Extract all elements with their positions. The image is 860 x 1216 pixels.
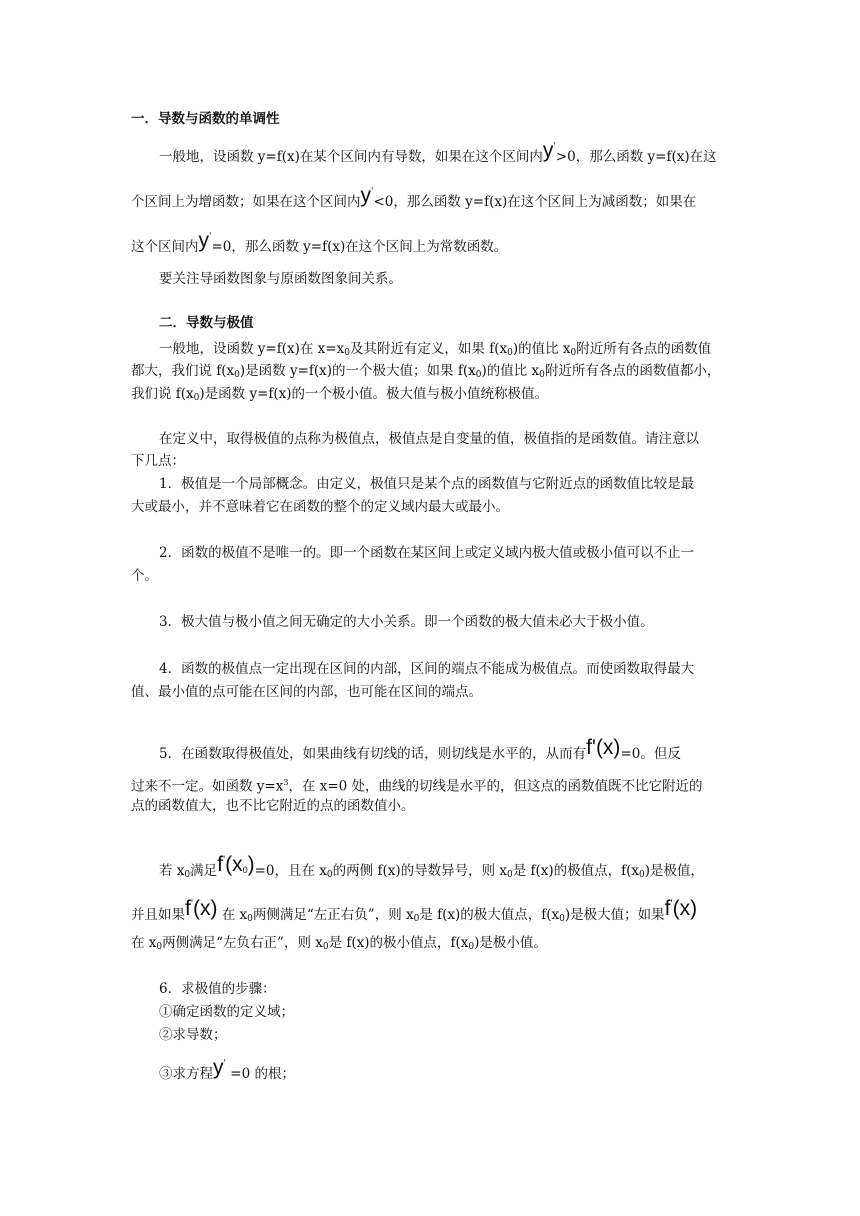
section1-paragraph-line3: 这个区间内y'=0，那么函数 y=f(x)在这个区间上为常数函数。 (131, 229, 508, 255)
point4-line2: 值、最小值的点可能在区间的内部，也可能在区间的端点。 (131, 684, 482, 700)
point3: 3．极大值与极小值之间无确定的大小关系。即一个函数的极大值未必大于极小值。 (159, 614, 654, 630)
condition-line1: 若 $x_0$满足$f'(x_0)=0$，且在 $x_0$的两侧 f(x)的导数异号，则 $x_0$是 f(x)的极值点，$f(x_0)$是极值， (159, 853, 705, 880)
point4-line1: 4．函数的极值点一定出现在区间的内部，区间的端点不能成为极值点。而使函数取得最大 (159, 661, 695, 677)
step-1: ①确定函数的定义域； (159, 1004, 294, 1020)
section1-paragraph-line1: 一般地，设函数 y=f(x)在某个区间内有导数，如果在这个区间内y'>0，那么函数 y=f(x)在这 (159, 139, 717, 165)
definition-line3: 我们说 $f(x_0)$是函数 y=f(x)的一个极小值。极大值与极小值统称极值。 (131, 386, 549, 403)
point1-line1: 1．极值是一个局部概念。由定义，极值只是某个点的函数值与它附近点的函数值比较是最 (159, 476, 695, 492)
note-line1: 在定义中，取得极值的点称为极值点，极值点是自变量的值，极值指的是函数值。请注意以 (159, 431, 699, 447)
y-symbol: y (542, 139, 554, 162)
definition-line2: 都大，我们说 $f(x_0)$是函数 y=f(x)的一个极大值；如果 $f(x_0)$的值比 $x_0$附近所有各点的函数值都小， (131, 363, 721, 380)
point2-line2: 个。 (131, 568, 158, 584)
f-prime-x-formula: f'(x) (586, 736, 621, 759)
y-symbol: y (198, 229, 209, 252)
section1-heading: 一．导数与函数的单调性 (131, 111, 280, 127)
note-line2: 下几点： (131, 453, 185, 469)
point5-line2: 过来不一定。如函数 $y=x^3$，在 x=0 处，曲线的切线是水平的，但这点的函数值既不比它附近的 (131, 778, 703, 795)
condition-line2: 并且如果f'(x) 在 $x_0$两侧满足“左正右负”，则 $x_0$是 f(x)的极大值点，$f(x_0)$是极大值；如果f'(x) (131, 897, 698, 924)
step-2: ②求导数； (159, 1027, 227, 1043)
section1-note: 要关注导函数图象与原函数图象间关系。 (159, 271, 402, 287)
definition-line1: 一般地，设函数 y=f(x)在 $x=x_0$及其附近有定义，如果 $f(x_0)$的值比 $x_0$附近所有各点的函数值 (159, 341, 712, 358)
point5-line3: 点的函数值大，也不比它附近的点的函数值小。 (131, 798, 415, 814)
point1-line2: 大或最小，并不意味着它在函数的整个的定义域内最大或最小。 (131, 499, 509, 515)
section1-paragraph-line2: 个区间上为增函数；如果在这个区间内y'<0，那么函数 y=f(x)在这个区间上为减函数；如果在 (131, 184, 697, 210)
f-prime-x0-formula: $f'(x_0)$ (217, 853, 255, 876)
point5-line1: 5．在函数取得极值处，如果曲线有切线的话，则切线是水平的，从而有f'(x)=0。但反 (159, 736, 681, 762)
f-prime-x-formula: f'(x) (185, 897, 218, 920)
y-symbol: y (213, 1056, 224, 1079)
section2-heading: 二．导数与极值 (159, 315, 254, 331)
y-symbol: y (360, 184, 371, 207)
step-3: ③求方程y' =0 的根； (159, 1056, 295, 1082)
condition-line3: 在 $x_0$两侧满足“左负右正”，则 $x_0$是 f(x)的极小值点，$f(x_0)$是极小值。 (131, 935, 547, 952)
point2-line1: 2．函数的极值不是唯一的。即一个函数在某区间上或定义域内极大值或极小值可以不止一 (159, 545, 695, 561)
steps-heading: 6．求极值的步骤： (159, 981, 276, 997)
f-prime-x-formula: f'(x) (664, 897, 698, 920)
